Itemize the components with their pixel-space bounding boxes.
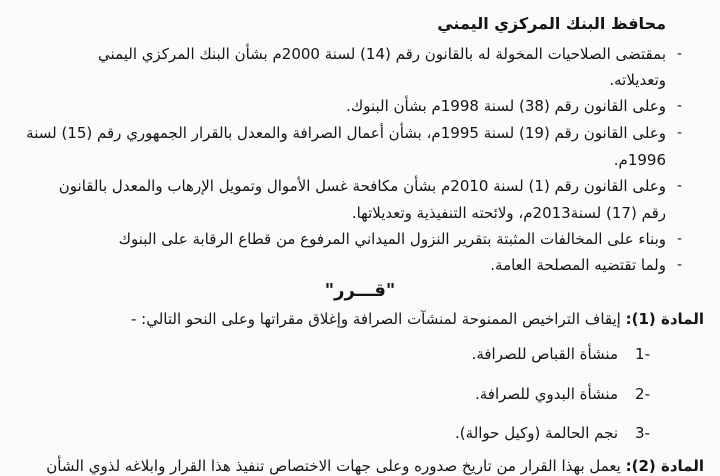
preamble-line: وبناء على المخالفات المثبتة بتقرير النزول الميداني المرفوع من قطاع الرقابة على البنوك [118,230,666,248]
preamble-line: رقم (17) لسنة2013م، ولائحته التنفيذية وتعديلاتها. [351,204,666,222]
preamble-line: 1996م. [613,151,666,169]
document-header: محافظ البنك المركزي اليمني [437,14,666,33]
decision-title: "قـــرر" [324,280,396,301]
article-1 [131,309,704,329]
article-1-label: المادة (1): [625,310,704,328]
bullet-mark: - [676,178,682,194]
article-1-text: إيقاف التراخيص الممنوحة لمنشآت الصرافة وإغلاق مقراتها وعلى النحو التالي: - [130,310,621,328]
list-item: منشأة البدوي للصرافة. [475,385,618,403]
preamble-line: وتعديلاته. [609,71,666,89]
preamble-line: ولما تقتضيه المصلحة العامة. [490,256,666,274]
bullet-mark: - [676,231,682,247]
bullet-mark: - [676,46,682,62]
list-number: -1 [635,345,650,363]
preamble-line: وعلى القانون رقم (19) لسنة 1995م، بشأن أعمال الصرافة والمعدل بالقرار الجمهوري رقم (15) لسنة [26,124,666,142]
list-number: -2 [635,385,650,403]
preamble-line: وعلى القانون رقم (1) لسنة 2010م بشأن مكافحة غسل الأموال وتمويل الإرهاب والمعدل بالقانون [58,177,666,195]
bullet-mark: - [676,125,682,141]
preamble-line: وعلى القانون رقم (38) لسنة 1998م بشأن البنوك. [346,97,666,115]
bullet-mark: - [676,257,682,273]
list-item: منشأة القباص للصرافة. [471,345,618,363]
article-2-text: يعمل بهذا القرار من تاريخ صدوره وعلى جهات الاختصاص تنفيذ هذا القرار وابلاغه لذوي الشأن [46,457,621,475]
list-item: نجم الحالمة (وكيل حوالة). [455,424,618,442]
list-number: -3 [635,424,650,442]
article-2 [46,456,704,476]
preamble-line: بمقتضى الصلاحيات المخولة له بالقانون رقم (14) لسنة 2000م بشأن البنك المركزي اليمني [98,45,666,63]
article-2-label: المادة (2): [625,457,704,475]
bullet-mark: - [676,98,682,114]
